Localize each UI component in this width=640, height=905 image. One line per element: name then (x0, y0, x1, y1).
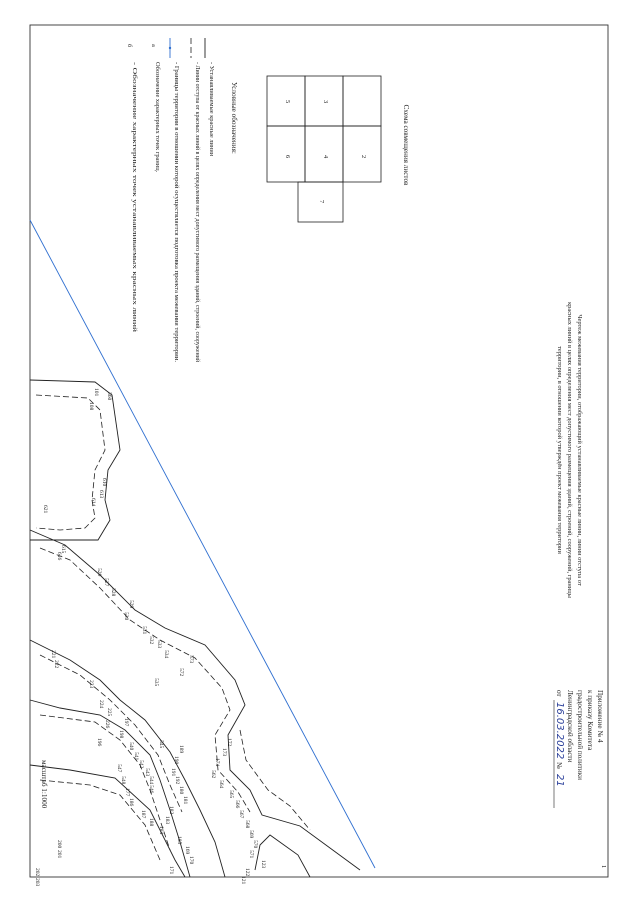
map-point-label: 540 (128, 742, 134, 751)
sheet-frame (30, 25, 608, 877)
map-point-label: 181 (182, 796, 188, 805)
map-point-label: 196 (96, 738, 102, 747)
appendix-date: 16.03.2022 (554, 702, 565, 760)
map-point-label: 169 (184, 846, 190, 855)
map-point-label: 548 (120, 776, 126, 785)
map-point-label: 573 (188, 655, 194, 664)
map-point-label: 533 (156, 640, 162, 649)
red-lines (30, 380, 360, 877)
map-point-label: 566 (234, 800, 240, 809)
map-point-label: 564 (218, 780, 224, 789)
scheme-title: Схема совмещения листов (402, 104, 410, 186)
legend-item-5: - Обозначение характерных точек устанавливаемых красных линий (131, 62, 138, 247)
map-point-label: 532 (148, 636, 154, 645)
map-point-label: 203 (34, 878, 40, 887)
map-point-label: 543 (144, 768, 150, 777)
map-point-label: 173 (221, 748, 227, 757)
legend-item-1: - Устанавливаемые красные линии (208, 62, 215, 157)
drawing-title (556, 302, 583, 599)
map-point-label: 226 (104, 720, 110, 729)
map-point-label: 172 (226, 738, 232, 747)
scheme-label-7: 7 (318, 200, 325, 204)
map-point-label: 192 (174, 776, 180, 785)
title-line-2: красных линий в целях определения мест допустимого размещения зданий, строений, сооружений, границы (566, 302, 573, 598)
map-point-label: 613 (98, 490, 104, 499)
map-point-label: 526 (96, 568, 102, 577)
legend-item-2: - Линии отступа от красных линий в целях определения мест допустимого размещения зданий, строений, сооружений (194, 62, 201, 385)
map-point-label: 198 (118, 730, 124, 739)
map-point-label: 616 (56, 552, 62, 561)
map-point-label: 535 (153, 678, 159, 687)
scheme-cell-2 (343, 126, 381, 182)
map-point-label: 170 (188, 856, 194, 865)
map-point-label: 180 (178, 786, 184, 795)
map-point-label: 565 (228, 790, 234, 799)
map-point-label: 541 (133, 752, 139, 761)
appendix-number-prefix: № (555, 762, 563, 769)
map-point-label: 182 (168, 806, 174, 815)
sheet-number: 1 (600, 865, 607, 869)
territory-boundary-line (30, 220, 375, 868)
setback-lines (36, 395, 310, 860)
map-point-labels (34, 388, 266, 887)
appendix-line-2: к приказу Комитета (586, 690, 594, 751)
appendix-line-3: градостроительной политики (576, 690, 584, 780)
scheme-cell-1 (343, 76, 381, 126)
map-point-label: 221 (50, 650, 56, 659)
scheme-label-6: 6 (284, 155, 291, 159)
map-point-label: 530 (123, 612, 129, 621)
scheme-label-2: 2 (360, 155, 367, 159)
map-point-label: 531 (141, 626, 147, 635)
scheme-label-4: 4 (322, 155, 329, 159)
map-point-label: 560 (106, 392, 112, 401)
map-point-label: 547 (116, 764, 122, 773)
map-point-label: 571 (248, 850, 254, 859)
map-point-label: 190 (173, 756, 179, 765)
map-point-label: 197 (123, 718, 129, 727)
map-point-label: 534 (163, 650, 169, 659)
map-point-label: 200 (56, 840, 62, 849)
map-point-label: 122 (244, 868, 250, 877)
map-point-label: 568 (244, 820, 250, 829)
scale-label: масштаб 1:1000 (40, 760, 48, 809)
scheme-cell-4 (305, 126, 343, 182)
map-point-label: 545 (158, 740, 164, 749)
map-point-label: 121 (240, 876, 246, 885)
map-point-label: 223 (88, 680, 94, 689)
map-point-label: 108 (88, 402, 94, 411)
map-point-label: 187 (140, 810, 146, 819)
appendix-number: 21 (554, 774, 565, 787)
map-point-label: 188 (148, 818, 154, 827)
scheme-cell-6 (267, 126, 305, 182)
legend (126, 38, 238, 385)
map-point-label: 570 (252, 840, 258, 849)
title-line-1: Чертеж межевания территории, отображающий устанавливаемые красные линии, линии отступа от (576, 314, 583, 586)
map-point-label: 562 (210, 770, 216, 779)
map-point-label: 572 (178, 668, 184, 677)
map-point-label: 202 (34, 868, 40, 877)
map-point-label: 123 (260, 860, 266, 869)
map-point-label: 186 (128, 798, 134, 807)
map-point-label: 184 (158, 826, 164, 835)
map-point-label: 191 (170, 768, 176, 777)
map-point-label: 224 (98, 700, 104, 709)
map-point-label: 183 (164, 816, 170, 825)
map-point-label: 621 (42, 505, 48, 514)
map-point-label: 222 (53, 660, 59, 669)
legend-title: Условные обозначения: (230, 82, 238, 154)
scheme-label-5: 5 (284, 100, 291, 104)
map-point-label: 529 (128, 600, 134, 609)
sheet-scheme (267, 76, 410, 222)
legend-item-3: - Границы территории в отношении которой осуществляется подготовка проекта межевания территории. (173, 62, 180, 348)
map-point-label: 528 (110, 588, 116, 597)
map-point-label: 101 (93, 388, 99, 397)
map-point-label: 610 (101, 478, 107, 487)
map-point-label: 185 (176, 836, 182, 845)
appendix-line-1: Приложение № 4 (596, 690, 604, 743)
map-point-label: 544 (148, 776, 154, 785)
map-point-label: 527 (103, 578, 109, 587)
appendix-line-4: Ленинградской области (566, 690, 574, 763)
scheme-label-3: 3 (322, 100, 329, 104)
map-point-label: 546 (148, 785, 154, 794)
map-point-label: 201 (56, 850, 62, 859)
map-point-label: 171 (168, 866, 174, 875)
appendix-block (554, 690, 604, 808)
map-point-label: 542 (138, 760, 144, 769)
map-point-label: 189 (178, 745, 184, 754)
legend-symbol-boundary-point (169, 47, 171, 49)
map-point-label: 567 (238, 810, 244, 819)
map-point-label: 177 (124, 788, 130, 797)
legend-symbol-point-b: б (126, 44, 133, 48)
title-line-3: территории, в отношении которой утверждён проект межевания территории (556, 346, 563, 554)
legend-item-4: Обозначение характерных точек границ. (154, 62, 161, 173)
map-point-label: 174 (214, 758, 220, 767)
map-point-label: 569 (248, 830, 254, 839)
map-point-label: 615 (60, 545, 66, 554)
legend-symbol-point-a: а (150, 44, 157, 47)
map-point-label: 614 (90, 498, 96, 507)
appendix-date-prefix: от (555, 690, 563, 697)
map-point-label: 225 (106, 708, 112, 717)
